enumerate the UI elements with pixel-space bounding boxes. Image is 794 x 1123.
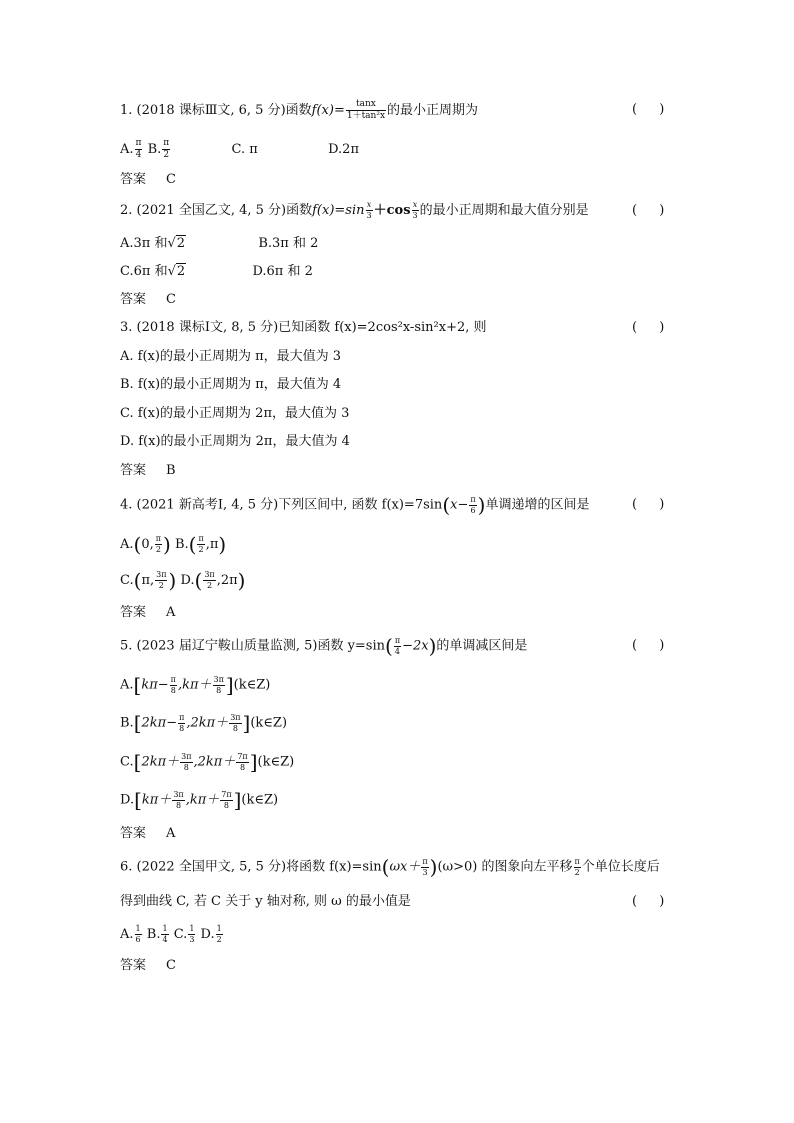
q3-source: 3. (2018 课标Ⅰ文, 8, 5 分) bbox=[120, 320, 279, 335]
q6-option-d: D. $\frac{1}{2}$ bbox=[200, 924, 222, 944]
q6-option-c: C. $\frac{1}{3}$ bbox=[173, 924, 195, 944]
q2-answer-blank: ( ) bbox=[632, 203, 665, 218]
q5-option-a: A.[kπ− $\frac{\pi}{8}$ ,kπ＋ $\frac{3\pi}{8}$ ](k∈Z) bbox=[120, 673, 271, 697]
q3-option-b: B. f(x)的最小正周期为 π，最大值为 4 bbox=[120, 377, 342, 392]
q3-option-a: A. f(x)的最小正周期为 π，最大值为 3 bbox=[120, 349, 342, 364]
q4-stem: 4. (2021 新高考Ⅰ, 4, 5 分)下列区间中, 函数 f(x)=7sin(x− $\frac{\pi}{6}$ )单调递增的区间是 bbox=[120, 493, 590, 517]
q1-option-c: C. π bbox=[231, 142, 258, 157]
q4-option-a: A.(0, $\frac{\pi}{2}$ ) bbox=[120, 532, 171, 556]
q1-source: 1. (2018 课标Ⅲ文, 6, 5 分) bbox=[120, 103, 286, 118]
q1-option-b: B. $\frac{\pi}{2}$ bbox=[147, 138, 170, 160]
q6-option-a: A. $\frac{1}{6}$ bbox=[120, 924, 141, 944]
q4-option-d: D.( $\frac{3\pi}{2}$ ,2π) bbox=[180, 568, 246, 592]
q6-answer-blank: ( ) bbox=[632, 894, 665, 909]
q3-stem: 3. (2018 课标Ⅰ文, 8, 5 分)已知函数 f(x)=2cos²x-sin²x+2, 则 bbox=[120, 320, 487, 335]
q2-options-row1 bbox=[120, 234, 318, 254]
q4-option-c: C.(π, $\frac{3\pi}{2}$ ) bbox=[120, 568, 177, 592]
q4-answer-blank: ( ) bbox=[632, 497, 665, 512]
q5-stem: 5. (2023 届辽宁鞍山质量监测, 5)函数 y=sin( $\frac{\pi}{4}$ −2x)的单调减区间是 bbox=[120, 634, 528, 658]
q1-fraction: $\frac{\tan x}{\text{1＋tan²x}}$ bbox=[346, 99, 386, 121]
q2-option-d: D.6π 和 2 bbox=[252, 264, 313, 279]
q2-option-c: C.6π 和√2 bbox=[120, 264, 186, 279]
q1-option-a: A. $\frac{\pi}{4}$ bbox=[120, 138, 142, 160]
q2-option-a: A.3π 和√2 bbox=[120, 236, 186, 251]
q2-stem: 2. (2021 全国乙文, 4, 5 分)函数f(x)=sin $\frac{x}{3}$ ＋cos $\frac{x}{3}$ 的最小正周期和最大值分别是 bbox=[120, 200, 589, 220]
q5-source: 5. (2023 届辽宁鞍山质量监测, 5) bbox=[120, 638, 318, 654]
q1-option-d: D.2π bbox=[328, 142, 359, 157]
q5-option-c: C.[2kπ＋ $\frac{3\pi}{8}$ ,2kπ＋ $\frac{7\pi}{8}$ ](k∈Z) bbox=[120, 750, 295, 774]
q1-answer-blank: ( ) bbox=[632, 102, 665, 117]
q6-stem-line2: 得到曲线 C, 若 C 关于 y 轴对称, 则 ω 的最小值是 bbox=[120, 894, 411, 909]
q5-answer: 答案 A bbox=[120, 826, 176, 841]
q4-source: 4. (2021 新高考Ⅰ, 4, 5 分) bbox=[120, 497, 279, 513]
q4-options-row1 bbox=[120, 534, 226, 555]
q4-options-row2 bbox=[120, 570, 245, 591]
q6-stem: 6. (2022 全国甲文, 5, 5 分)将函数 f(x)=sin(ωx＋ $\frac{\pi}{3}$ )(ω>0) 的图象向左平移 $\frac{\pi}{2}$ 个单位长度后 bbox=[120, 855, 660, 879]
q3-answer: 答案 B bbox=[120, 463, 176, 478]
q5-answer-blank: ( ) bbox=[632, 638, 665, 653]
q1-options bbox=[120, 139, 359, 160]
q4-answer: 答案 A bbox=[120, 605, 176, 620]
q2-options-row2 bbox=[120, 262, 313, 282]
q3-answer-blank: ( ) bbox=[632, 320, 665, 335]
q6-options bbox=[120, 925, 224, 945]
q5-option-d: D.[kπ＋ $\frac{3\pi}{8}$ ,kπ＋ $\frac{7\pi}{8}$ ](k∈Z) bbox=[120, 788, 279, 812]
q6-source: 6. (2022 全国甲文, 5, 5 分) bbox=[120, 859, 287, 875]
q2-source: 2. (2021 全国乙文, 4, 5 分) bbox=[120, 203, 287, 218]
q6-answer: 答案 C bbox=[120, 958, 176, 973]
q5-option-b: B.[2kπ− $\frac{\pi}{8}$ ,2kπ＋ $\frac{3\pi}{8}$ ](k∈Z) bbox=[120, 711, 288, 735]
q2-option-b: B.3π 和 2 bbox=[258, 236, 319, 251]
q1-answer: 答案 C bbox=[120, 172, 176, 187]
q2-answer: 答案 C bbox=[120, 292, 176, 307]
q3-option-d: D. f(x)的最小正周期为 2π，最大值为 4 bbox=[120, 434, 350, 449]
q4-option-b: B.( $\frac{\pi}{2}$ ,π) bbox=[174, 532, 227, 556]
q3-option-c: C. f(x)的最小正周期为 2π，最大值为 3 bbox=[120, 406, 350, 421]
q6-option-b: B. $\frac{1}{4}$ bbox=[146, 924, 168, 944]
q1-stem: 1. (2018 课标Ⅲ文, 6, 5 分)函数f(x)= $\frac{\tan x}{\text{1＋tan²x}}$ 的最小正周期为 bbox=[120, 99, 479, 121]
